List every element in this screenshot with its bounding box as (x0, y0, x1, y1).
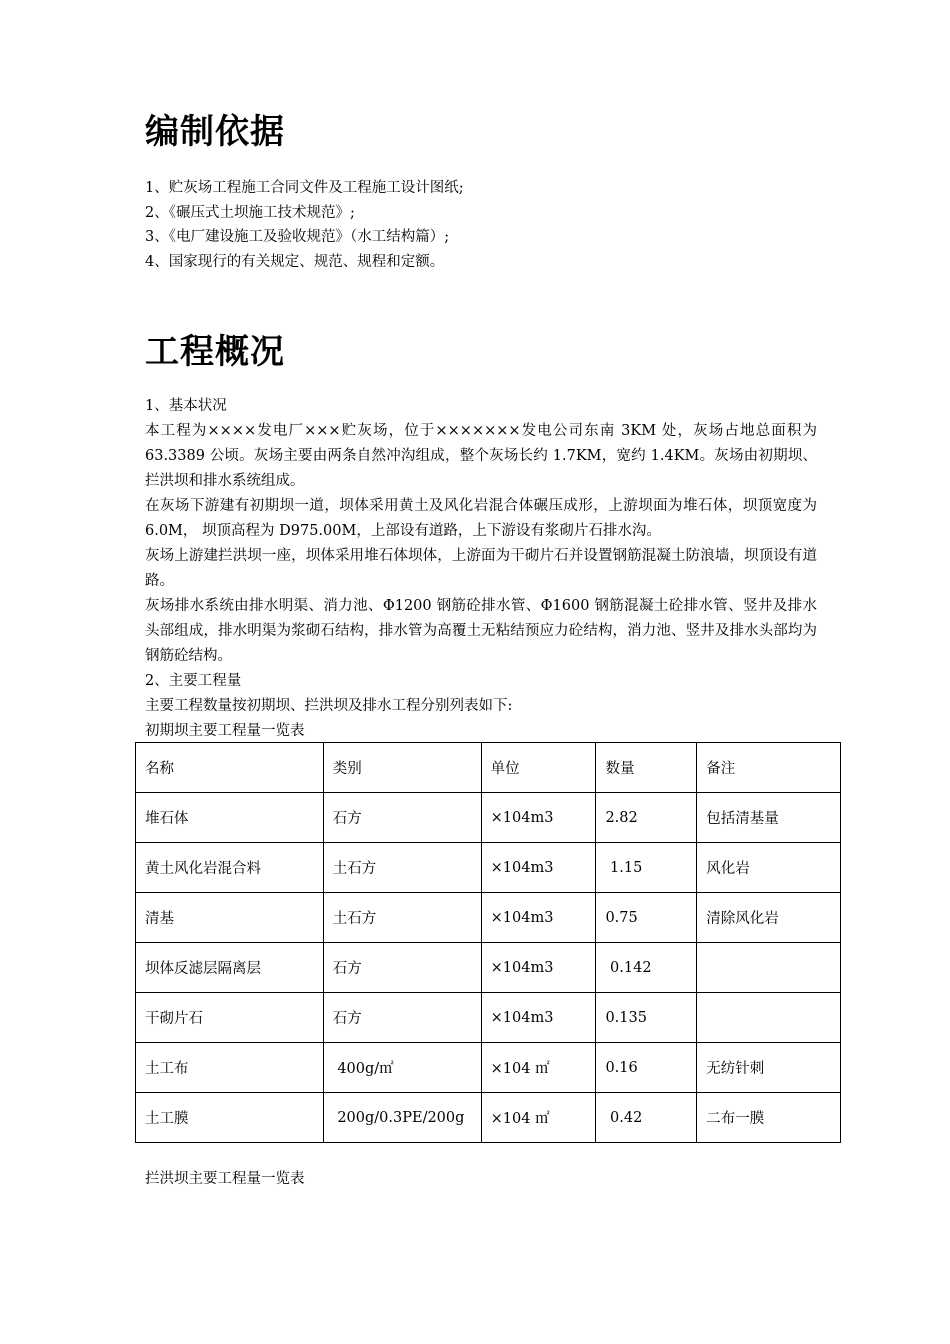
table2-caption: 拦洪坝主要工程量一览表 (145, 1171, 305, 1187)
table-cell: 200g/0.3PE/200g (323, 1093, 481, 1143)
table-cell (697, 993, 841, 1043)
table-cell: 400g/㎡ (323, 1043, 481, 1093)
table-cell: ×104m3 (481, 943, 596, 993)
list-item: 4、国家现行的有关规定、规范、规程和定额。 (145, 253, 445, 270)
table-cell: ×104m3 (481, 993, 596, 1043)
list-item: 1、贮灰场工程施工合同文件及工程施工设计图纸; (145, 180, 464, 196)
table-cell: ×104m3 (481, 893, 596, 943)
table-header-row (136, 743, 841, 793)
subheading-quantities: 2、主要工程量 (145, 673, 242, 689)
table-header-cell: 名称 (136, 743, 324, 793)
table-cell: 二布一膜 (697, 1093, 841, 1143)
paragraph: 灰场排水系统由排水明渠、消力池、Φ1200 钢筋砼排水管、Φ1600 钢筋混凝土砼排水管、竖井及排水头部组成，排水明渠为浆砌石结构，排水管为高覆土无粘结预应力砼结构，消力池、竖井及排水头部均为钢筋砼结构。 (145, 598, 817, 664)
initial-dam-quantity-table (135, 742, 841, 1143)
paragraph: 灰场上游建拦洪坝一座，坝体采用堆石体坝体，上游面为干砌片石并设置钢筋混凝土防浪墙，坝顶设有道路。 (145, 548, 817, 589)
paragraph: 本工程为××××发电厂×××贮灰场，位于×××××××发电公司东南 3KM 处，灰场占地总面积为 63.3389 公顷。灰场主要由两条自然冲沟组成，整个灰场长约 1.7KM，宽约 1.4KM。灰场由初期坝、拦洪坝和排水系统组成。 (145, 423, 817, 489)
table-row (136, 793, 841, 843)
table-cell: ×104 ㎡ (481, 1093, 596, 1143)
table-cell: 清除风化岩 (697, 893, 841, 943)
paragraph: 在灰场下游建有初期坝一道，坝体采用黄土及风化岩混合体碾压成形，上游坝面为堆石体，坝顶宽度为 6.0M， 坝顶高程为 D975.00M，上部设有道路，上下游设有浆砌片石排水沟。 (145, 498, 817, 539)
quantities-intro: 主要工程数量按初期坝、拦洪坝及排水工程分别列表如下: (145, 698, 513, 714)
table-header-cell: 单位 (481, 743, 596, 793)
table-row (136, 943, 841, 993)
table-row (136, 993, 841, 1043)
table-cell: 石方 (323, 993, 481, 1043)
table-cell: 风化岩 (697, 843, 841, 893)
table-cell: 黄土风化岩混合料 (136, 843, 324, 893)
table-header-cell: 数量 (596, 743, 697, 793)
table-cell: 1.15 (596, 843, 697, 893)
table-cell: ×104m3 (481, 793, 596, 843)
table-row (136, 893, 841, 943)
table-cell: 0.75 (596, 893, 697, 943)
overview-body (145, 394, 817, 744)
table-row (136, 1043, 841, 1093)
table-cell: ×104m3 (481, 843, 596, 893)
table-cell: 0.42 (596, 1093, 697, 1143)
table-cell: 2.82 (596, 793, 697, 843)
table1-caption: 初期坝主要工程量一览表 (145, 723, 305, 739)
list-item: 3、《电厂建设施工及验收规范》（水工结构篇）; (145, 229, 450, 245)
table-cell: ×104 ㎡ (481, 1043, 596, 1093)
table-header-cell: 备注 (697, 743, 841, 793)
table-cell: 石方 (323, 943, 481, 993)
table-cell: 石方 (323, 793, 481, 843)
table-header-cell: 类别 (323, 743, 481, 793)
list-item: 2、《碾压式土坝施工技术规范》; (145, 204, 355, 221)
table-row (136, 843, 841, 893)
table-cell: 干砌片石 (136, 993, 324, 1043)
table-cell: 0.142 (596, 943, 697, 993)
table-cell: 堆石体 (136, 793, 324, 843)
table-cell: 土工膜 (136, 1093, 324, 1143)
table-cell: 清基 (136, 893, 324, 943)
table-cell: 0.16 (596, 1043, 697, 1093)
table-cell: 无纺针刺 (697, 1043, 841, 1093)
section-title-overview: 工程概况 (145, 332, 285, 372)
table-cell: 土工布 (136, 1043, 324, 1093)
table-cell: 包括清基量 (697, 793, 841, 843)
basis-list (145, 176, 464, 274)
table-row (136, 1093, 841, 1143)
table-cell: 坝体反滤层隔离层 (136, 943, 324, 993)
subheading-basic-status: 1、基本状况 (145, 398, 227, 414)
section-title-basis: 编制依据 (145, 112, 285, 152)
table-cell (697, 943, 841, 993)
table-cell: 土石方 (323, 893, 481, 943)
table-cell: 0.135 (596, 993, 697, 1043)
table-cell: 土石方 (323, 843, 481, 893)
